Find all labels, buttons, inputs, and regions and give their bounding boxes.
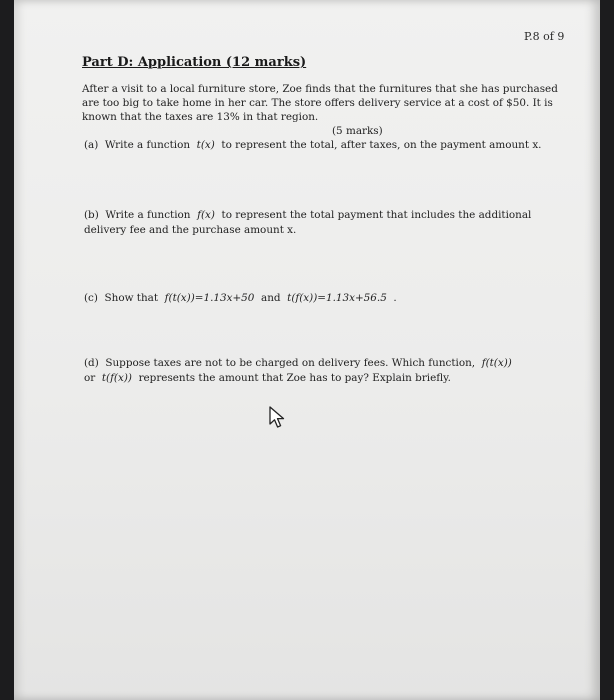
question-b-text-after: to represent the total payment that includes the additional delivery fee and the purchase amount x. bbox=[84, 209, 532, 236]
intro-text: After a visit to a local furniture store, Zoe finds that the furnitures that she has purchased are too big to take home in her car. The store offers delivery service at a cost of $50. It is known that the taxes are 13% in that region. bbox=[82, 83, 558, 123]
question-d-function-2: t(f(x)) bbox=[101, 372, 132, 384]
question-c-end: . bbox=[393, 292, 397, 304]
question-a-function: t(x) bbox=[196, 139, 215, 151]
question-c-joiner: and bbox=[261, 292, 281, 304]
problem-intro bbox=[82, 82, 560, 138]
question-b-text-before: Write a function bbox=[105, 209, 191, 221]
question-d-function-1: f(t(x)) bbox=[481, 357, 512, 369]
question-d-text-before: Suppose taxes are not to be charged on delivery fees. Which function, bbox=[105, 357, 476, 369]
question-d-joiner: or bbox=[84, 372, 96, 384]
question-b bbox=[84, 208, 560, 238]
question-c-label: (c) bbox=[84, 292, 98, 304]
question-d-text-after: represents the amount that Zoe has to pay? Explain briefly. bbox=[138, 372, 451, 384]
question-b-function: f(x) bbox=[197, 209, 215, 221]
question-a-label: (a) bbox=[84, 139, 99, 151]
question-a bbox=[84, 138, 541, 153]
question-a-text-before: Write a function bbox=[104, 139, 191, 151]
question-b-label: (b) bbox=[84, 209, 99, 221]
question-c-expression-1: f(t(x))=1.13x+50 bbox=[164, 292, 255, 304]
question-c bbox=[84, 291, 397, 306]
question-d-label: (d) bbox=[84, 357, 99, 369]
question-d bbox=[84, 356, 524, 386]
intro-marks: (5 marks) bbox=[332, 125, 383, 137]
worksheet-page bbox=[14, 0, 600, 700]
question-a-text-after: to represent the total, after taxes, on the payment amount x. bbox=[221, 139, 542, 151]
mouse-pointer-icon bbox=[268, 405, 288, 429]
question-c-text-before: Show that bbox=[104, 292, 159, 304]
question-c-expression-2: t(f(x))=1.13x+56.5 bbox=[287, 292, 387, 304]
page-number: P.8 of 9 bbox=[524, 30, 565, 43]
section-heading: Part D: Application (12 marks) bbox=[82, 55, 307, 70]
